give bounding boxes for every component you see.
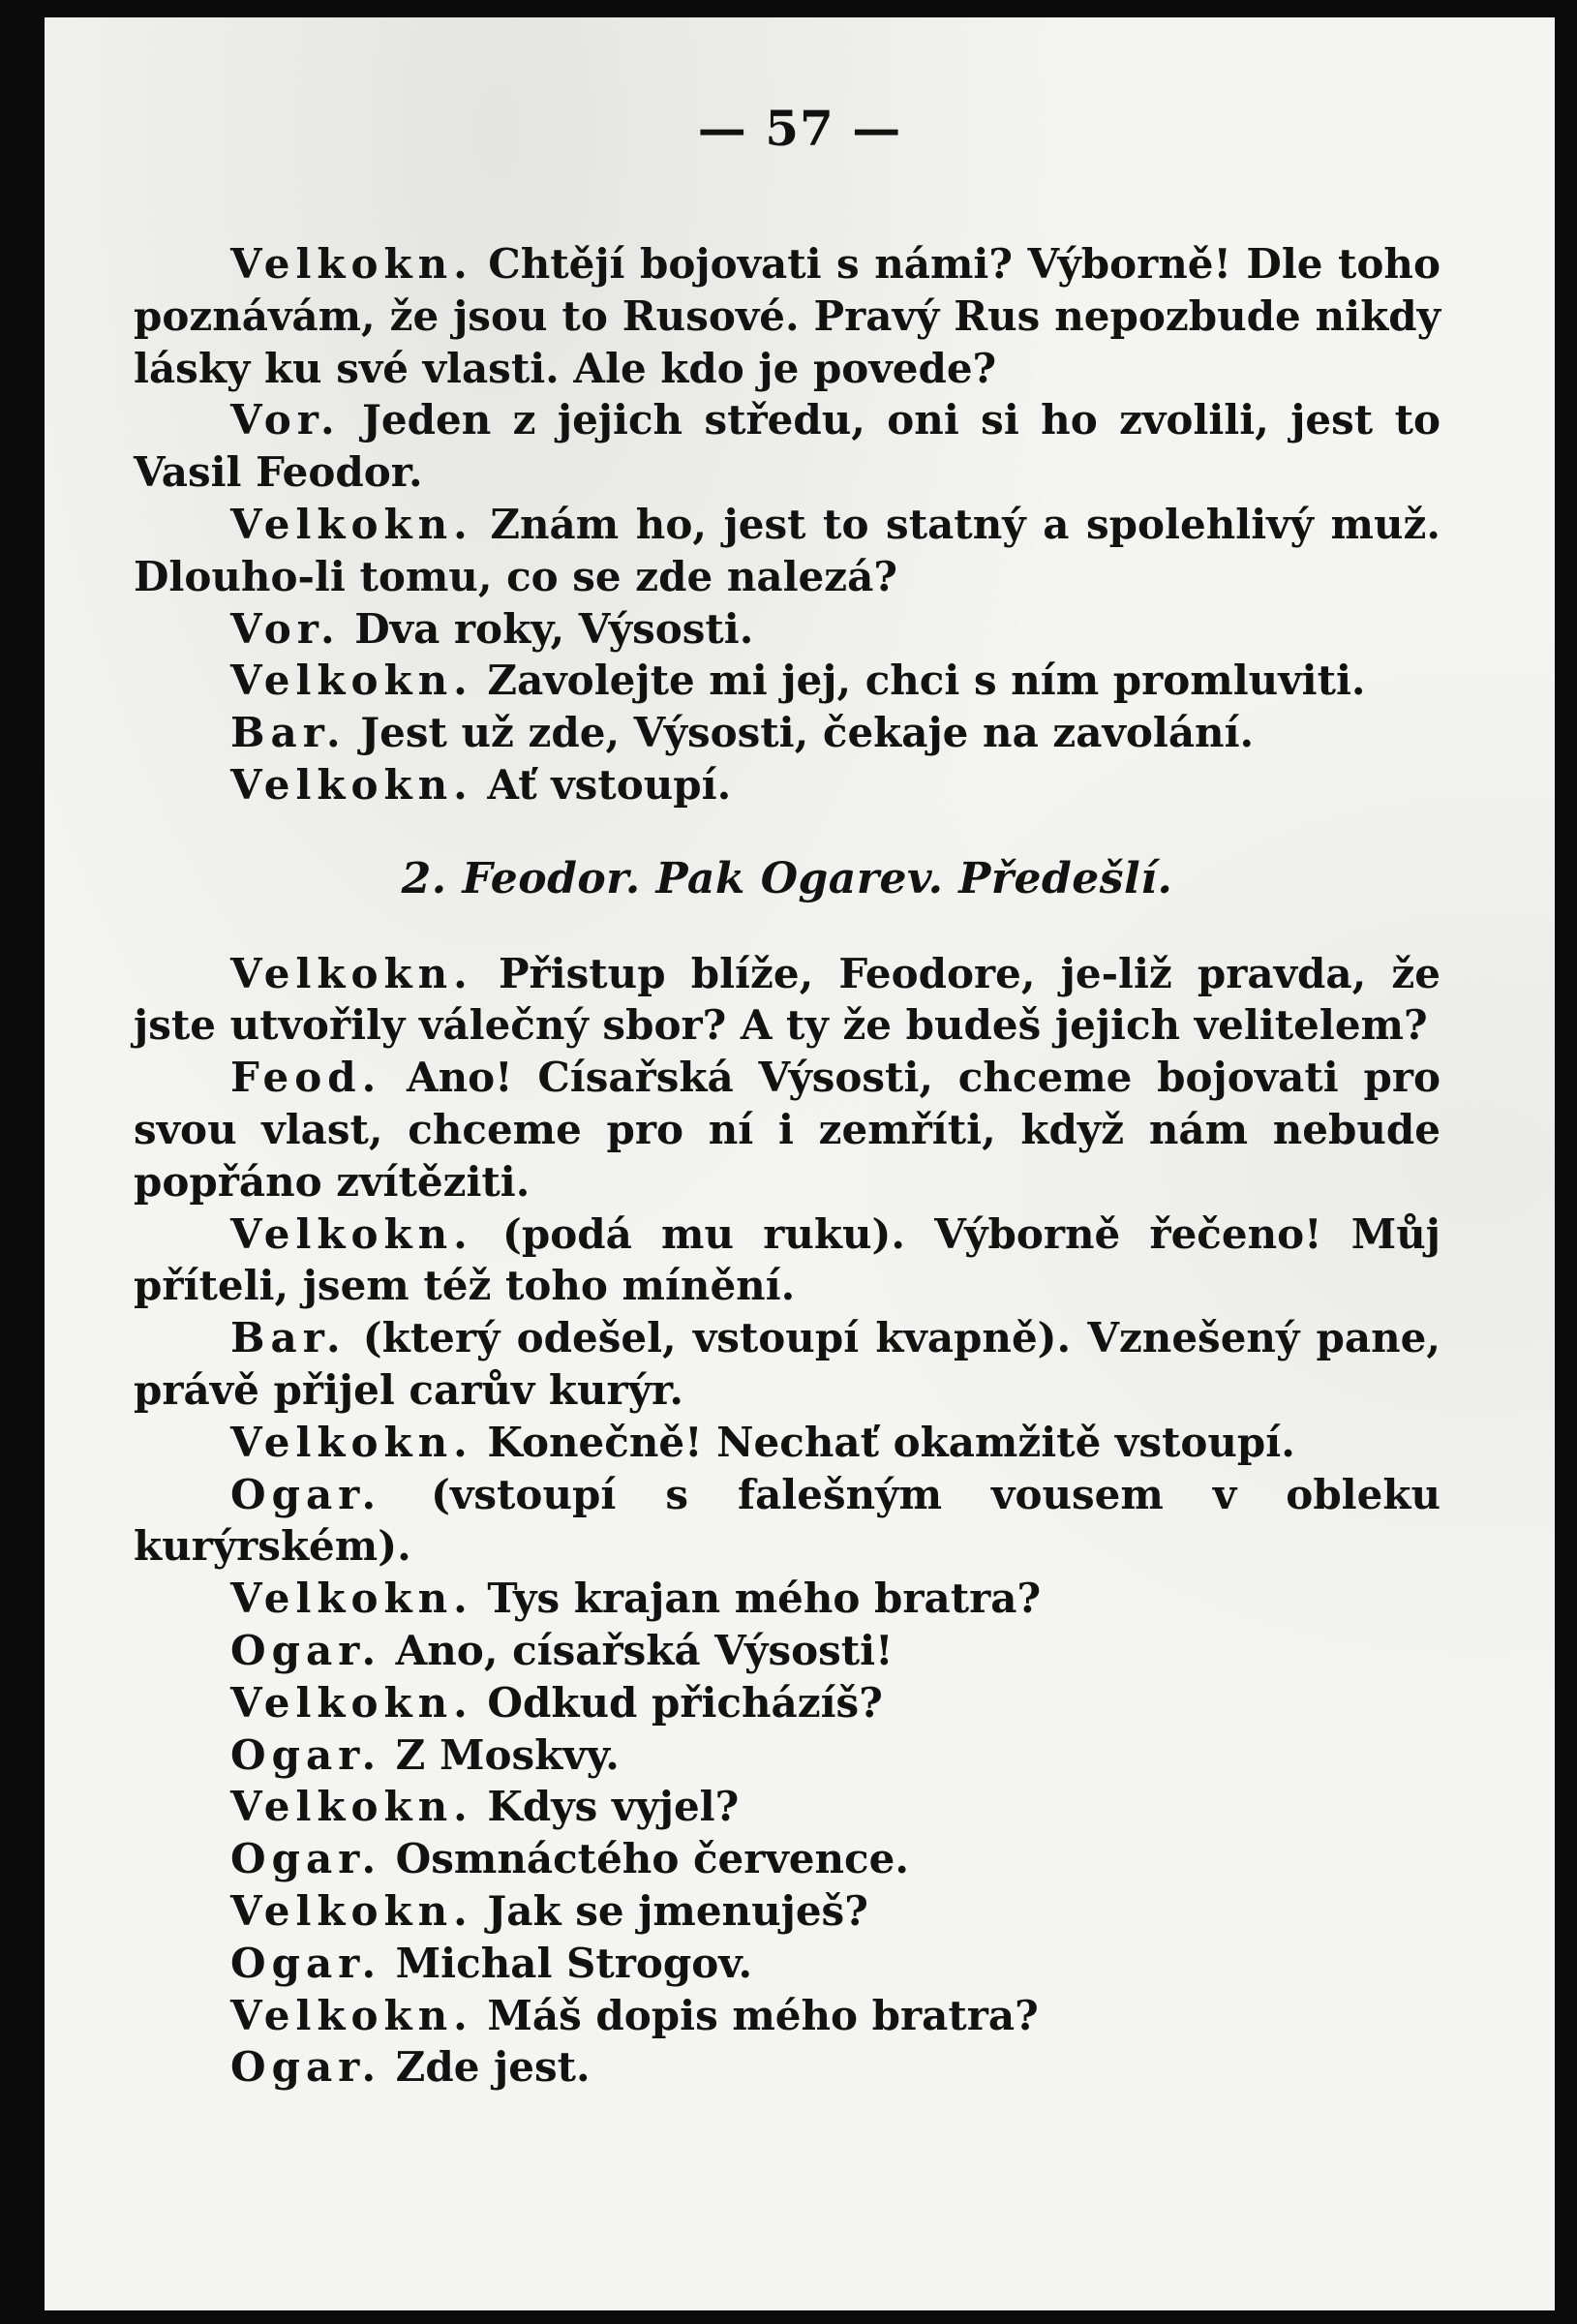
speaker-name: Velkokn. xyxy=(230,240,473,288)
speaker-name: Velkokn. xyxy=(230,1783,473,1831)
dialogue-line xyxy=(134,1417,1441,1469)
speaker-name: Velkokn. xyxy=(230,1678,473,1727)
line-text: Zde jest. xyxy=(381,2043,591,2092)
dialogue-line xyxy=(134,948,1441,1053)
line-text: Zavolejte mi jej, chci s ním promluviti. xyxy=(472,657,1366,705)
dialogue-block-2 xyxy=(134,948,1441,2095)
page-text xyxy=(134,238,1441,2094)
dialogue-line xyxy=(134,2041,1441,2094)
speaker-name: Bar. xyxy=(230,1314,347,1362)
line-text: Tys krajan mého bratra? xyxy=(472,1575,1042,1623)
line-text: (podá mu ruku). Výborně řečeno! Můj příteli, jsem též toho mínění. xyxy=(134,1209,1441,1310)
line-text: Kdys vyjel? xyxy=(472,1783,740,1831)
line-text: Konečně! Nechať okamžitě vstoupí. xyxy=(472,1418,1295,1466)
dialogue-line xyxy=(134,1781,1441,1833)
speaker-name: Ogar. xyxy=(230,1835,382,1883)
speaker-name: Velkokn. xyxy=(230,1418,473,1466)
line-text: Ano! Císařská Výsosti, chceme bojovati pro svou vlast, chceme pro ní i zemříti, když nám nebude popřáno zvítěziti. xyxy=(134,1054,1441,1206)
speaker-name: Ogar. xyxy=(230,1470,382,1518)
line-text: Michal Strogov. xyxy=(381,1939,753,1987)
dialogue-line xyxy=(134,1573,1441,1625)
dialogue-line xyxy=(134,394,1441,499)
dialogue-line xyxy=(134,1312,1441,1417)
line-text: Máš dopis mého bratra? xyxy=(472,1991,1039,2039)
book-page xyxy=(45,17,1555,2310)
dialogue-line xyxy=(134,1833,1441,1885)
speaker-name: Ogar. xyxy=(230,2043,382,2092)
speaker-name: Bar. xyxy=(230,709,347,757)
line-text: Ano, císařská Výsosti! xyxy=(381,1626,894,1674)
dialogue-line xyxy=(134,603,1441,656)
page-number: — 57 — xyxy=(697,100,902,157)
dialogue-line xyxy=(134,1208,1441,1313)
dialogue-line xyxy=(134,1729,1441,1782)
speaker-name: Velkokn. xyxy=(230,1209,473,1258)
line-text: Jak se jmenuješ? xyxy=(472,1886,868,1935)
line-text: Chtějí bojovati s námi? Výborně! Dle toho poznávám, že jsou to Rusové. Pravý Rus nepozbude nikdy lásky ku své vlasti. Ale kdo je povede? xyxy=(134,240,1441,392)
line-text: Dva roky, Výsosti. xyxy=(340,604,754,653)
line-text: Jeden z jejich středu, oni si ho zvolili, jest to Vasil Feodor. xyxy=(134,396,1441,497)
speaker-name: Vor. xyxy=(230,396,341,444)
dialogue-line xyxy=(134,499,1441,603)
speaker-name: Velkokn. xyxy=(230,1575,473,1623)
dialogue-block-1 xyxy=(134,238,1441,811)
dialogue-line xyxy=(134,1938,1441,1990)
speaker-name: Feod. xyxy=(230,1054,382,1102)
line-text: Znám ho, jest to statný a spolehlivý muž. Dlouho-li tomu, co se zde nalezá? xyxy=(134,500,1441,600)
speaker-name: Velkokn. xyxy=(230,500,473,548)
dialogue-line xyxy=(134,759,1441,811)
line-text: Jest už zde, Výsosti, čekaje na zavolání. xyxy=(346,709,1255,757)
speaker-name: Velkokn. xyxy=(230,657,473,705)
line-text: (který odešel, vstoupí kvapně). Vznešený pane, právě přijel carův kurýr. xyxy=(134,1314,1441,1414)
dialogue-line xyxy=(134,1625,1441,1677)
line-text: Odkud přicházíš? xyxy=(472,1678,883,1727)
dialogue-line xyxy=(134,1469,1441,1574)
dialogue-line xyxy=(134,1990,1441,2042)
dialogue-line xyxy=(134,1052,1441,1208)
scene-heading: 2. Feodor. Pak Ogarev. Předešlí. xyxy=(401,853,1173,903)
line-text: Ať vstoupí. xyxy=(472,760,732,809)
line-text: (vstoupí s falešným vousem v obleku kurýrském). xyxy=(134,1470,1441,1571)
speaker-name: Velkokn. xyxy=(230,760,473,809)
speaker-name: Ogar. xyxy=(230,1730,382,1779)
dialogue-line xyxy=(134,1677,1441,1729)
speaker-name: Vor. xyxy=(230,604,341,653)
dialogue-line xyxy=(134,707,1441,759)
speaker-name: Ogar. xyxy=(230,1939,382,1987)
line-text: Přistup blíže, Feodore, je-liž pravda, že jste utvořily válečný sbor? A ty že budeš jejich velitelem? xyxy=(134,949,1441,1050)
speaker-name: Velkokn. xyxy=(230,949,473,997)
dialogue-line xyxy=(134,655,1441,707)
dialogue-line xyxy=(134,1885,1441,1938)
speaker-name: Ogar. xyxy=(230,1626,382,1674)
dialogue-line xyxy=(134,238,1441,394)
line-text: Osmnáctého července. xyxy=(381,1835,909,1883)
line-text: Z Moskvy. xyxy=(381,1730,620,1779)
speaker-name: Velkokn. xyxy=(230,1991,473,2039)
speaker-name: Velkokn. xyxy=(230,1886,473,1935)
